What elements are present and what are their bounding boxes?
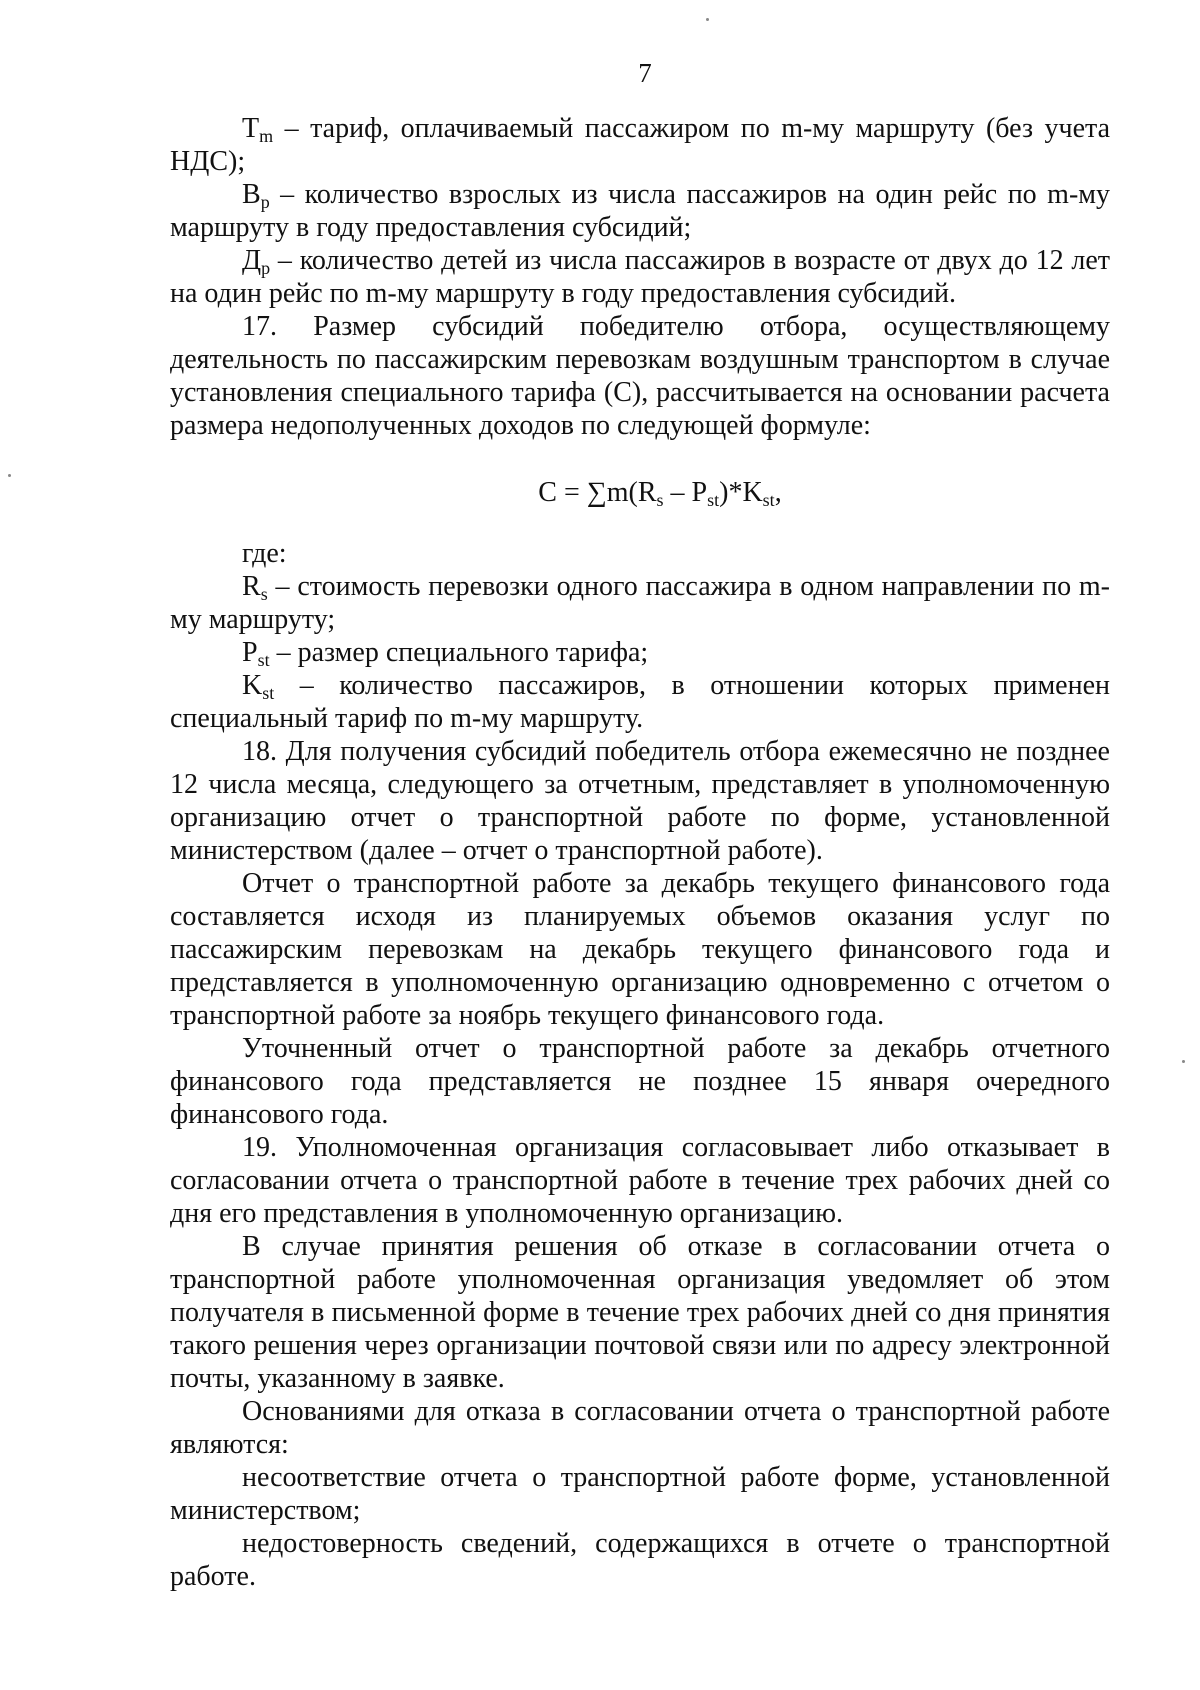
symbol-main: T bbox=[242, 113, 260, 144]
definition-bp bbox=[170, 178, 1110, 244]
scan-speck bbox=[706, 18, 709, 21]
scan-speck bbox=[8, 474, 11, 477]
formula-subscript: s bbox=[656, 490, 664, 510]
section-18-paragraph-2: Отчет о транспортной работе за декабрь текущего финансового года составляется исходя из планируемых объемов оказания услуг по пассажирским перевозкам на декабрь текущего финансового года и представляется в уполномоченную организацию одновременно с отчетом о транспортной работе за ноябрь текущего финансового года. bbox=[170, 868, 1110, 1031]
where-label: где: bbox=[242, 538, 287, 569]
symbol-main: K bbox=[242, 670, 263, 701]
definition-text: – количество пассажиров, в отношении которых применен специальный тариф по m-му маршруту. bbox=[170, 670, 1110, 734]
definition-tm bbox=[170, 112, 1110, 178]
symbol-subscript: s bbox=[260, 584, 268, 604]
section-19-paragraph-1: 19. Уполномоченная организация согласовывает либо отказывает в согласовании отчета о транспортной работе в течение трех рабочих дней со дня его представления в уполномоченную организацию. bbox=[170, 1132, 1110, 1229]
symbol-subscript: р bbox=[261, 258, 271, 278]
section-19-paragraph-2: В случае принятия решения об отказе в согласовании отчета о транспортной работе уполномоченная организация уведомляет об этом получателя в письменной форме в течение трех рабочих дней со дня принятия такого решения через организации почтовой связи или по адресу электронной почты, указанному в заявке. bbox=[170, 1231, 1110, 1394]
symbol-main: R bbox=[242, 571, 261, 602]
symbol-main: Д bbox=[242, 245, 262, 276]
formula-part: , bbox=[774, 477, 782, 508]
definition-rs bbox=[170, 570, 1110, 636]
section-18-paragraph-1: 18. Для получения субсидий победитель отбора ежемесячно не позднее 12 числа месяца, следующего за отчетным, представляет в уполномоченную организацию отчет о транспортной работе по форме, установленной министерством (далее – отчет о транспортной работе). bbox=[170, 736, 1110, 866]
subsidy-formula bbox=[170, 476, 1110, 509]
section-19-paragraph-3: Основаниями для отказа в согласовании отчета о транспортной работе являются: bbox=[170, 1396, 1110, 1460]
definition-text: – количество взрослых из числа пассажиров на один рейс по m-му маршруту в году предоставления субсидий; bbox=[170, 179, 1110, 243]
scan-speck bbox=[1182, 1060, 1185, 1063]
section-17-paragraph: 17. Размер субсидий победителю отбора, осуществляющему деятельность по пассажирским перевозкам воздушным транспортом в случае установления специального тарифа (С), рассчитывается на основании расчета размера недополученных доходов по следующей формуле: bbox=[170, 311, 1110, 441]
section-18-paragraph-3: Уточненный отчет о транспортной работе за декабрь отчетного финансового года представляется не позднее 15 января очередного финансового года. bbox=[170, 1033, 1110, 1130]
refusal-ground-2: недостоверность сведений, содержащихся в отчете о транспортной работе. bbox=[170, 1528, 1110, 1592]
definition-text: – тариф, оплачиваемый пассажиром по m-му маршруту (без учета НДС); bbox=[170, 113, 1110, 177]
symbol-subscript: m bbox=[259, 126, 274, 146]
refusal-ground-1: несоответствие отчета о транспортной работе форме, установленной министерством; bbox=[170, 1462, 1110, 1526]
symbol-subscript: st bbox=[262, 683, 275, 703]
symbol-main: P bbox=[242, 637, 258, 668]
definition-dp bbox=[170, 244, 1110, 310]
symbol-main: В bbox=[242, 179, 261, 210]
definition-text: – количество детей из числа пассажиров в возрасте от двух до 12 лет на один рейс по m-му маршруту в году предоставления субсидий. bbox=[170, 245, 1110, 309]
formula-part: С = ∑m(R bbox=[538, 477, 657, 508]
definition-kst bbox=[170, 669, 1110, 735]
formula-subscript: st bbox=[707, 490, 720, 510]
page-number: 7 bbox=[638, 58, 652, 88]
formula-part: – P bbox=[663, 477, 708, 508]
symbol-subscript: st bbox=[257, 650, 270, 670]
formula-subscript: st bbox=[762, 490, 775, 510]
symbol-subscript: р bbox=[260, 192, 270, 212]
formula-part: )*K bbox=[719, 477, 763, 508]
definition-text: – стоимость перевозки одного пассажира в одном направлении по m-му маршруту; bbox=[170, 571, 1110, 635]
definition-text: – размер специального тарифа; bbox=[269, 637, 649, 668]
document-body bbox=[170, 112, 1110, 1593]
definition-pst bbox=[170, 636, 1110, 669]
